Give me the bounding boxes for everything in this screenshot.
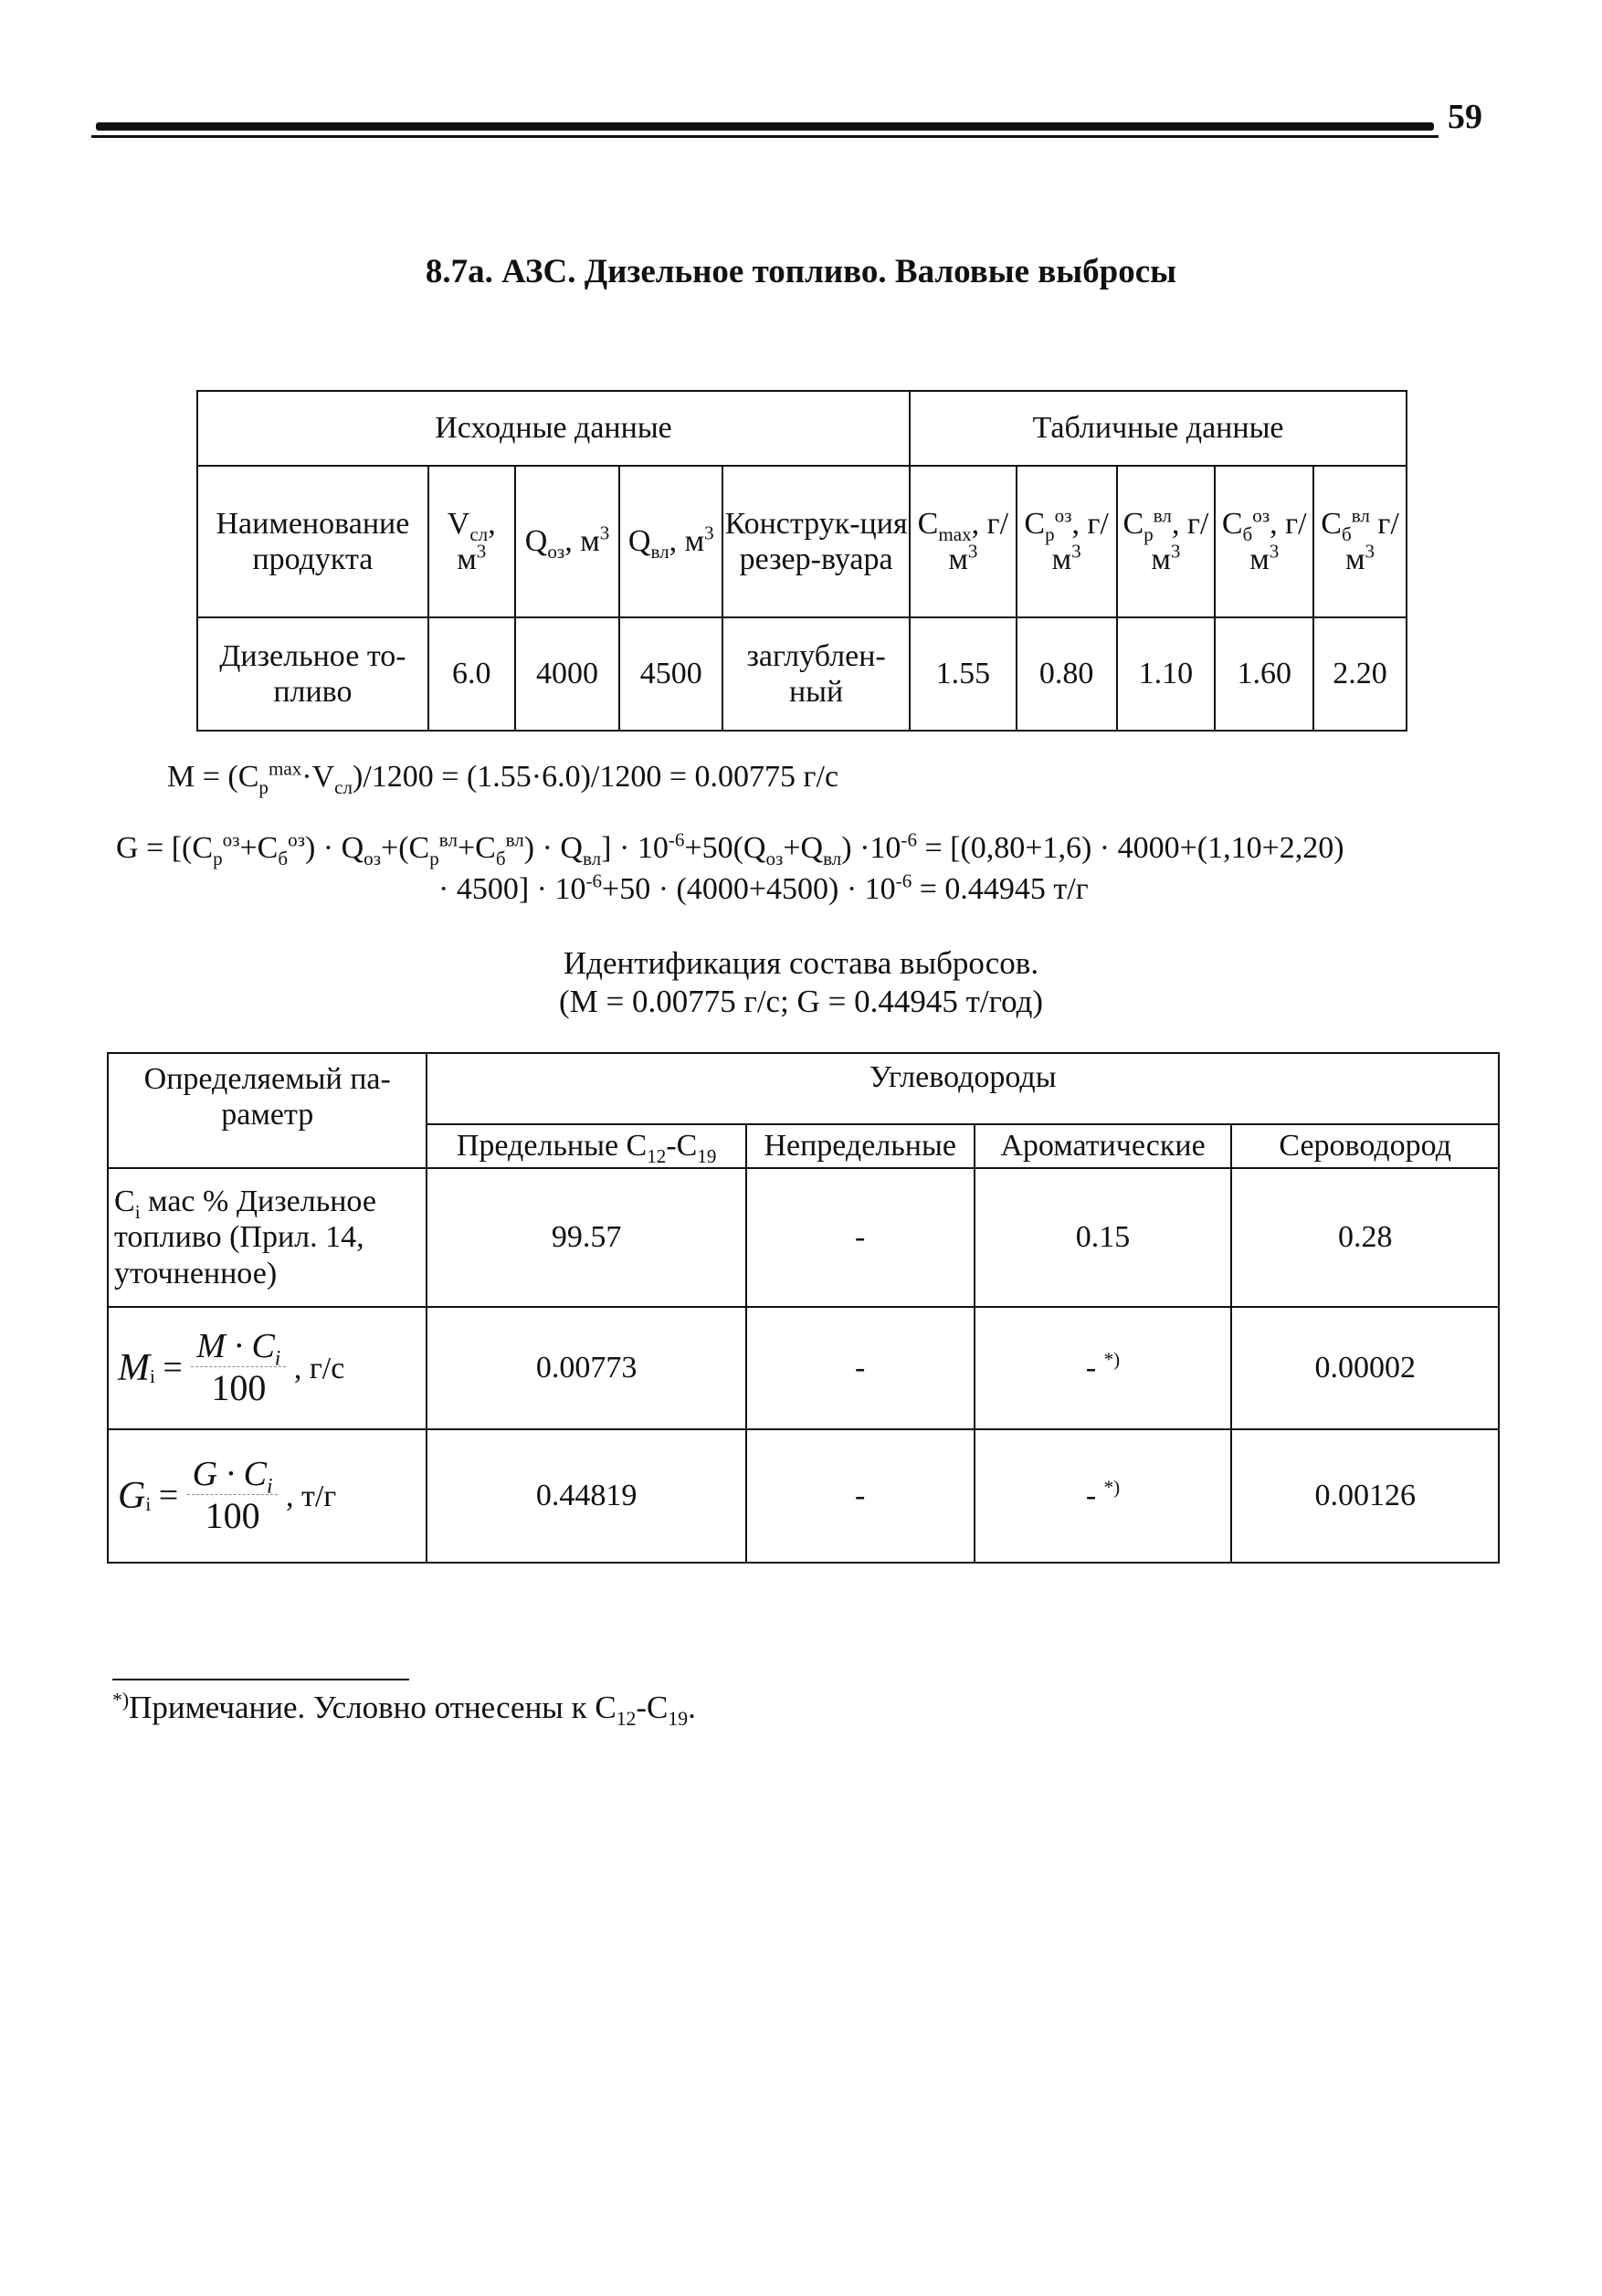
- row-gi-h2s: 0.00126: [1231, 1429, 1499, 1563]
- header-param: Определяемый па-раметр: [108, 1053, 427, 1168]
- formula-g-line1: $G = [(C_р^{оз}+C_б^{оз}) \cdot Q_{оз}+(C_р^{вл}+C_б^{вл}) \cdot Q_{вл}] \cdot 10^{-6}+50(Q_{оз}+Q_{вл}) \cdot 10^{-6} = [(0,80+1,6) \cdot 4000+(1,10+2,20)$: [116, 828, 1344, 869]
- cell-v-sl: 6.0: [428, 617, 515, 731]
- cell-product-name: Дизельное то-пливо: [197, 617, 428, 731]
- cell-c-p-vl: 1.10: [1117, 617, 1216, 731]
- row-ci-h2s: 0.28: [1231, 1168, 1499, 1307]
- header-limit: Предельные $C_{12}-C_{19}$: [427, 1124, 745, 1168]
- group-source-header: Исходные данные: [197, 391, 910, 466]
- row-mi-unsat: -: [746, 1307, 975, 1429]
- cell-c-p-oz: 0.80: [1017, 617, 1117, 731]
- header-c-b-oz: $C_б^{оз}$, $г/м^3$: [1215, 466, 1313, 617]
- cell-c-b-oz: 1.60: [1215, 617, 1313, 731]
- row-ci-limit: 99.57: [427, 1168, 745, 1307]
- header-product-name: Наименование продукта: [197, 466, 428, 617]
- section-title: 8.7а. АЗС. Дизельное топливо. Валовые выбросы: [425, 253, 1177, 290]
- header-hydrogen-sulfide: Сероводород: [1231, 1124, 1499, 1168]
- header-c-p-oz: $C_р^{оз}$, $г/м^3$: [1017, 466, 1117, 617]
- row-ci-arom: 0.15: [975, 1168, 1232, 1307]
- row-mi-arom: - *): [975, 1307, 1232, 1429]
- formula-m: $M = (C_р^{max}\cdot V_{сл})/1200 = (1.55\cdot 6.0)/1200 = 0.00775$ г/с: [167, 757, 839, 798]
- cell-q-oz: 4000: [515, 617, 620, 731]
- row-gi-limit: 0.44819: [427, 1429, 745, 1563]
- header-rule: [96, 122, 1434, 131]
- footnote-rule: [112, 1679, 409, 1680]
- cell-c-b-vl: 2.20: [1313, 617, 1407, 731]
- row-gi-arom: - *): [975, 1429, 1232, 1563]
- header-rule-thin: [91, 135, 1439, 138]
- gi-fraction: $\frac{G \cdot C_i}{100}$: [187, 1455, 279, 1538]
- input-data-table: [196, 390, 1407, 732]
- header-aromatic: Ароматические: [975, 1124, 1232, 1168]
- header-c-p-vl: $C_р^{вл}$, $г/м^3$: [1117, 466, 1216, 617]
- row-ci-unsat: -: [746, 1168, 975, 1307]
- header-construction: Конструк-ция резер-вуара: [722, 466, 910, 617]
- row-gi-unsat: -: [746, 1429, 975, 1563]
- row-ci-label: $C_i$ мас % Дизельное топливо (Прил. 14, уточненное): [108, 1168, 427, 1307]
- cell-construction: заглублен-ный: [722, 617, 910, 731]
- header-q-oz: $Q_{оз}$, $м^3$: [515, 466, 620, 617]
- cell-c-max: 1.55: [910, 617, 1017, 731]
- page-number: 59: [1448, 98, 1482, 136]
- header-unsaturated: Непредельные: [746, 1124, 975, 1168]
- header-c-b-vl: $C_б^{вл}$ $г/м^3$: [1313, 466, 1407, 617]
- header-c-max: $C_{max}$, $г/м^3$: [910, 466, 1017, 617]
- row-mi-limit: 0.00773: [427, 1307, 745, 1429]
- cell-q-vl: 4500: [619, 617, 722, 731]
- composition-table: [107, 1052, 1500, 1564]
- formula-g-line2: · $4500] \cdot 10^{-6}+50 \cdot (4000+4500) \cdot 10^{-6} = 0.44945$ т/г: [438, 869, 1089, 906]
- mi-fraction: $\frac{M \cdot C_i}{100}$: [191, 1327, 286, 1410]
- group-table-header: Табличные данные: [910, 391, 1407, 466]
- ident-title: Идентификация состава выбросов.: [563, 945, 1039, 981]
- row-gi-formula: $G_i$ = $\frac{G \cdot C_i}{100}$ , т/г: [108, 1429, 427, 1563]
- header-v-sl: $V_{сл}$, $м^3$: [428, 466, 515, 617]
- row-mi-formula: $M_i$ = $\frac{M \cdot C_i}{100}$ , г/с: [108, 1307, 427, 1429]
- ident-values: (M = 0.00775 г/с; G = 0.44945 т/год): [558, 984, 1044, 1019]
- row-mi-h2s: 0.00002: [1231, 1307, 1499, 1429]
- header-q-vl: $Q_{вл}$, $м^3$: [619, 466, 722, 617]
- footnote: *)Примечание. Условно отнесены к $C_{12}-C_{19}$.: [112, 1689, 696, 1730]
- header-hydrocarbons: Углеводороды: [427, 1053, 1499, 1124]
